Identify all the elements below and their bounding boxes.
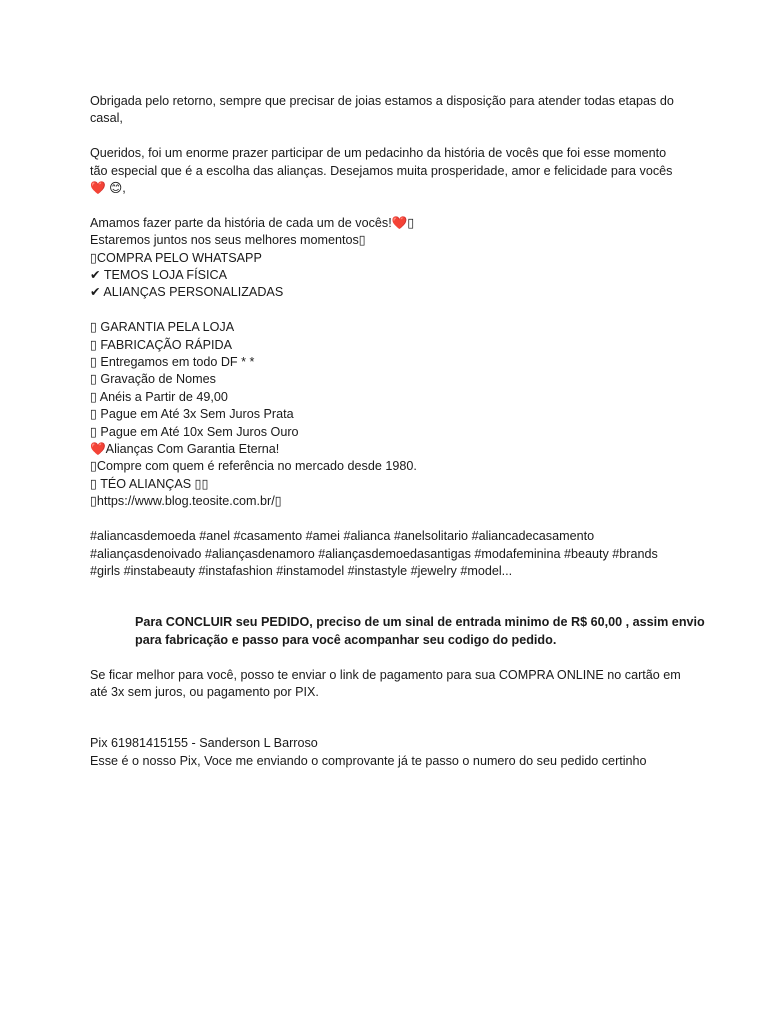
payment-line-1: Se ficar melhor para você, posso te enviar o link de pagamento para sua COMPRA ONLINE no cartão em xyxy=(90,667,681,682)
message-line-1: Queridos, foi um enorme prazer participar de um pedacinho da história de vocês que foi esse momento xyxy=(90,146,667,161)
spacer xyxy=(90,580,690,614)
document-page xyxy=(90,93,705,770)
order-notice-line-1: Para CONCLUIR seu PEDIDO, preciso de um sinal de entrada minimo de R$ 60,00 , assim envio xyxy=(135,615,705,630)
spacer xyxy=(90,302,690,319)
feature-item: ▯ Gravação de Nomes xyxy=(90,372,216,387)
feature-item: ▯ Pague em Até 3x Sem Juros Prata xyxy=(90,407,294,422)
feature-item: ▯Compre com quem é referência no mercado desde 1980. xyxy=(90,459,417,474)
feature-item: ▯ Anéis a Partir de 49,00 xyxy=(90,389,228,404)
about-line-3: ▯COMPRA PELO WHATSAPP xyxy=(90,250,262,265)
feature-item: ▯ TÉO ALIANÇAS ▯▯ xyxy=(90,476,209,491)
payment-option-paragraph xyxy=(90,667,690,702)
order-notice xyxy=(135,614,705,649)
spacer xyxy=(90,197,690,214)
payment-line-2: até 3x sem juros, ou pagamento por PIX. xyxy=(90,684,319,699)
feature-item: ▯ GARANTIA PELA LOJA xyxy=(90,320,235,335)
intro-paragraph xyxy=(90,93,690,128)
pix-key-line: Pix 61981415155 - Sanderson L Barroso xyxy=(90,736,318,751)
message-line-3: ❤️ 😊, xyxy=(90,181,126,196)
pix-paragraph xyxy=(90,735,690,770)
features-list xyxy=(90,319,690,510)
message-paragraph xyxy=(90,145,690,197)
about-line-1: Amamos fazer parte da história de cada um de vocês!❤️▯ xyxy=(90,215,415,230)
about-line-2: Estaremos juntos nos seus melhores momentos▯ xyxy=(90,233,366,248)
order-notice-line-2: para fabricação e passo para você acompanhar seu codigo do pedido. xyxy=(135,632,557,647)
website-link[interactable]: ▯https://www.blog.teosite.com.br/▯ xyxy=(90,494,282,509)
intro-line-2: casal, xyxy=(90,111,123,126)
message-line-2: tão especial que é a escolha das alianças. Desejamos muita prosperidade, amor e felicidade para vocês xyxy=(90,163,673,178)
hashtags-line-1: #aliancasdemoeda #anel #casamento #amei #alianca #anelsolitario #aliancadecasamento xyxy=(90,529,595,544)
spacer xyxy=(90,128,690,145)
about-line-5: ✔ ALIANÇAS PERSONALIZADAS xyxy=(90,285,284,300)
spacer xyxy=(90,701,690,735)
hashtags-paragraph xyxy=(90,528,690,580)
hashtags-line-2: #aliançasdenoivado #aliançasdenamoro #aliançasdemoedasantigas #modafeminina #beauty #brands xyxy=(90,546,658,561)
feature-item: ▯ Entregamos em todo DF * * xyxy=(90,355,255,370)
intro-line-1: Obrigada pelo retorno, sempre que precisar de joias estamos a disposição para atender todas etapas do xyxy=(90,94,674,108)
spacer xyxy=(90,649,690,666)
pix-instructions-line: Esse é o nosso Pix, Voce me enviando o comprovante já te passo o numero do seu pedido certinho xyxy=(90,753,647,768)
feature-item: ❤️Alianças Com Garantia Eterna! xyxy=(90,442,280,457)
about-paragraph xyxy=(90,215,690,302)
about-line-4: ✔ TEMOS LOJA FÍSICA xyxy=(90,268,227,283)
feature-item: ▯ FABRICAÇÃO RÁPIDA xyxy=(90,337,232,352)
spacer xyxy=(90,511,690,528)
feature-item: ▯ Pague em Até 10x Sem Juros Ouro xyxy=(90,424,299,439)
hashtags-line-3: #girls #instabeauty #instafashion #instamodel #instastyle #jewelry #model... xyxy=(90,563,513,578)
